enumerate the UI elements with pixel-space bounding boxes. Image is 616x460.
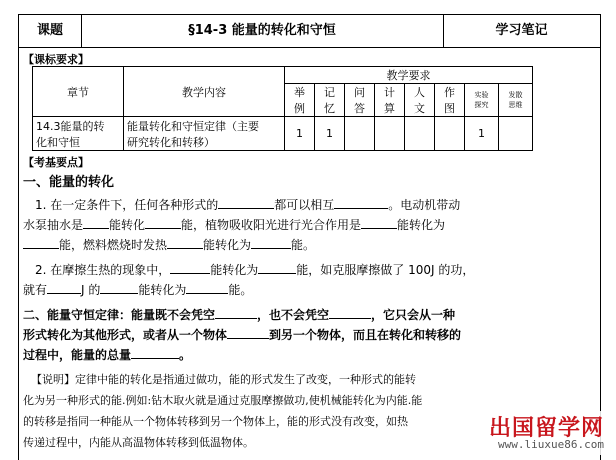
blank[interactable] bbox=[131, 346, 179, 359]
blank[interactable] bbox=[334, 196, 388, 209]
blank[interactable] bbox=[170, 261, 210, 274]
cell-mark: 1 bbox=[315, 117, 345, 151]
section2-line2: 形式转化为其他形式，或者从一个物体 到另一个物体，而且在转化和转移的 bbox=[23, 328, 462, 342]
th-sub: 实验 探究 bbox=[465, 84, 499, 117]
cell-chapter: 14.3能量的转 化和守恒 bbox=[33, 117, 124, 151]
para1-line3: 能，燃料燃烧时发热 能转化为 能。 bbox=[23, 236, 315, 253]
requirements-table bbox=[32, 66, 533, 151]
blank[interactable] bbox=[167, 236, 203, 249]
th-requirements: 教学要求 bbox=[285, 67, 533, 84]
watermark-text: 出国留学网 bbox=[488, 416, 604, 441]
header-row bbox=[19, 15, 600, 48]
th-chapter: 章节 bbox=[33, 67, 124, 117]
th-sub: 计 算 bbox=[375, 84, 405, 117]
blank[interactable] bbox=[251, 236, 291, 249]
worksheet-frame bbox=[18, 14, 601, 460]
para2-line2: 就有 J 的 能转化为 能。 bbox=[23, 283, 253, 297]
blank[interactable] bbox=[218, 196, 274, 209]
blank[interactable] bbox=[227, 326, 269, 339]
header-notes-label: 学习笔记 bbox=[495, 23, 548, 38]
blank[interactable] bbox=[258, 261, 296, 274]
cell-content: 能量转化和守恒定律（主要 研究转化和转移） bbox=[124, 117, 285, 151]
watermark-url: www.liuxue86.com bbox=[498, 438, 604, 451]
para1-line2: 水泵抽水是 能转化 能，植物吸收阳光进行光合作用是 能转化为 bbox=[23, 218, 446, 232]
th-sub: 人 文 bbox=[405, 84, 435, 117]
blank[interactable] bbox=[47, 281, 81, 294]
blank[interactable] bbox=[145, 216, 181, 229]
watermark-logo bbox=[478, 411, 608, 455]
cell-mark: 1 bbox=[465, 117, 499, 151]
cell-mark bbox=[345, 117, 375, 151]
note-line3: 的转移是指同一种能从一个物体转移到另一个物体上，能的形式没有改变，如热 bbox=[23, 415, 408, 428]
note-line1: 【说明】定律中能的转化是指通过做功，能的形式发生了改变，一种形式的能转 bbox=[31, 373, 416, 386]
th-sub: 作 图 bbox=[435, 84, 465, 117]
header-lesson-title: §14-3 能量的转化和守恒 bbox=[81, 15, 444, 47]
blank[interactable] bbox=[361, 216, 397, 229]
th-sub: 问 答 bbox=[345, 84, 375, 117]
header-topic-label: 课题 bbox=[19, 15, 82, 47]
blank[interactable] bbox=[100, 281, 138, 294]
th-sub: 发散 思维 bbox=[499, 84, 533, 117]
cell-mark bbox=[405, 117, 435, 151]
blank[interactable] bbox=[23, 236, 59, 249]
para1-line1: 1. 在一定条件下，任何各种形式的 都可以相互 。电动机带动 bbox=[35, 198, 461, 212]
cell-mark bbox=[435, 117, 465, 151]
section1-heading: 一、能量的转化 bbox=[23, 175, 115, 190]
para2-line1: 2. 在摩擦生热的现象中， 能转化为 能，如克服摩擦做了 100J 的功， bbox=[35, 263, 475, 277]
th-sub: 记 忆 bbox=[315, 84, 345, 117]
th-content: 教学内容 bbox=[124, 67, 285, 117]
blank[interactable] bbox=[186, 281, 228, 294]
note-line4: 传递过程中，内能从高温物体转移到低温物体。 bbox=[23, 436, 254, 449]
blank[interactable] bbox=[329, 306, 371, 319]
section2-line3: 过程中，能量的总量 。 bbox=[23, 348, 192, 362]
section-requirements-title: 【课标要求】 bbox=[23, 53, 89, 66]
blank[interactable] bbox=[83, 216, 109, 229]
cell-mark: 1 bbox=[285, 117, 315, 151]
note-line2: 化为另一种形式的能.例如:钻木取火就是通过克服摩擦做功,使机械能转化为内能.能 bbox=[23, 394, 423, 407]
blank[interactable] bbox=[215, 306, 257, 319]
section-keypoints-title: 【考基要点】 bbox=[23, 156, 89, 169]
cell-mark bbox=[375, 117, 405, 151]
cell-mark bbox=[499, 117, 533, 151]
th-sub: 举 例 bbox=[285, 84, 315, 117]
section2-line1: 二、能量守恒定律：能量既不会凭空 ，也不会凭空 ，它只会从一种 bbox=[23, 308, 456, 322]
